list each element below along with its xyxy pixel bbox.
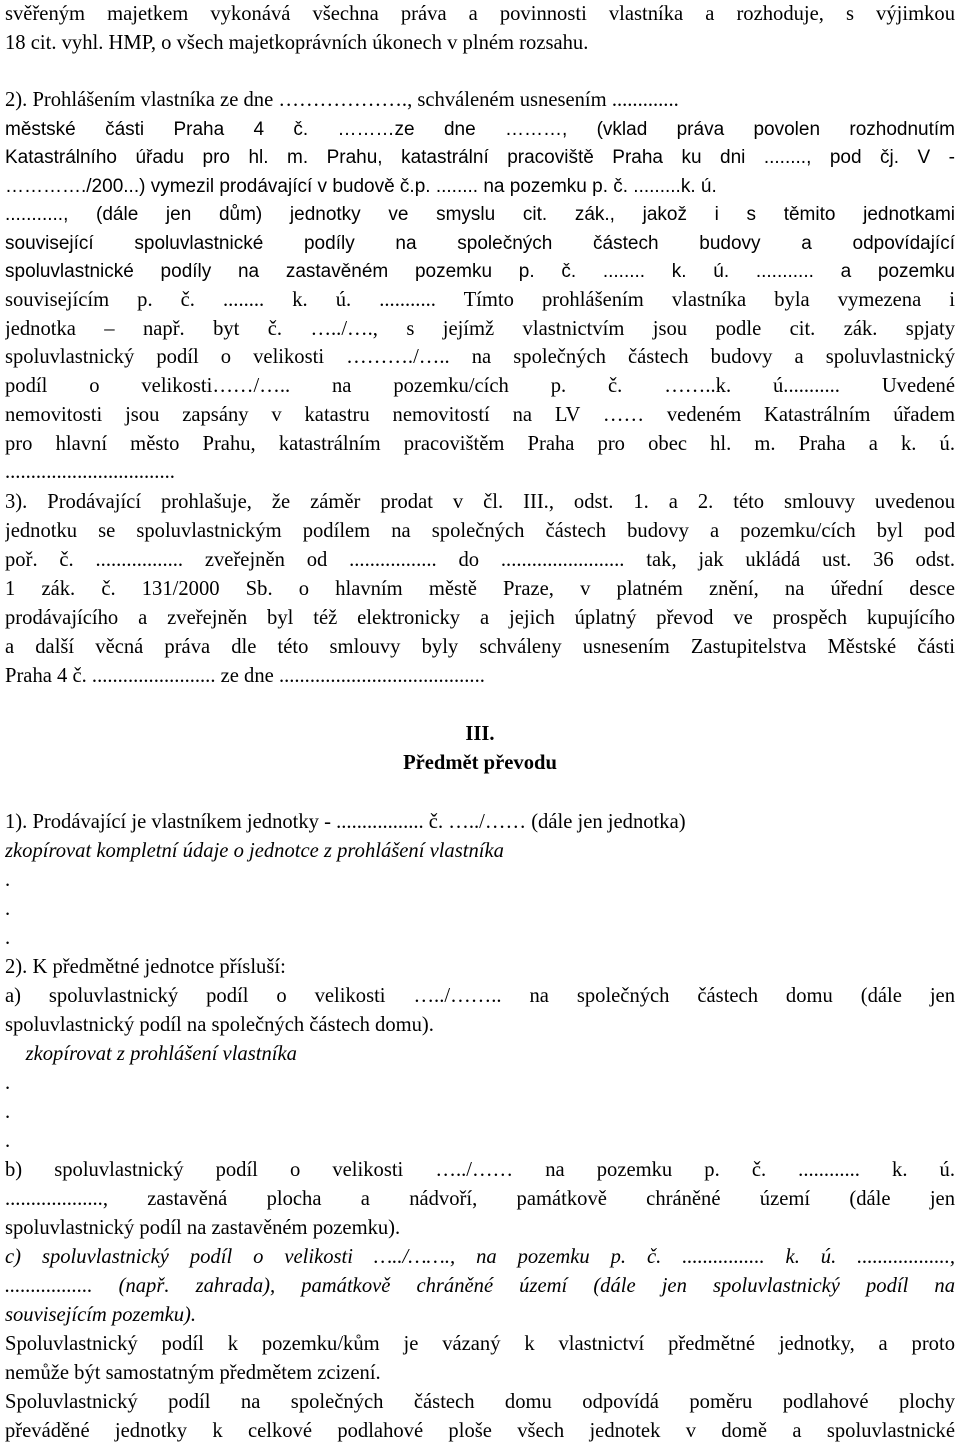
instruction-note: zkopírovat kompletní údaje o jednotce z prohlášení vlastníka <box>5 840 504 862</box>
text-line: jednotka – např. byt č. …../…., s jejímž vlastnictvím jsou podle cit. zák. spjaty <box>5 318 955 340</box>
text-line: spoluvlastnické podíly na zastavěném pozemku p. č. ........ k. ú. ........... a pozemku <box>5 261 955 282</box>
text-line: spoluvlastnický podíl na zastavěném pozemku). <box>5 1217 401 1239</box>
instruction-note: zkopírovat z prohlášení vlastníka <box>5 1043 297 1065</box>
text-line: ..........., (dále jen dům) jednotky ve smyslu cit. zák., jakož i s těmito jednotkami <box>5 204 955 225</box>
text-line: 1). Prodávající je vlastníkem jednotky - ................. č. …../…… (dále jen jednotka) <box>5 811 686 833</box>
text-line: městské části Praha 4 č. ………ze dne ………, (vklad práva povolen rozhodnutím <box>5 119 955 140</box>
text-line: podíl o velikosti……/….. na pozemku/cích p. č. ……..k. ú........... Uvedené <box>5 375 955 397</box>
text-line: nemůže být samostatným předmětem zcizení. <box>5 1362 381 1384</box>
text-line: 3). Prodávající prohlašuje, že záměr prodat v čl. III., odst. 1. a 2. této smlouvy uvedenou <box>5 491 955 513</box>
text-line: souvisejícím p. č. ........ k. ú. ........... Tímto prohlášením vlastníka byla vymezena i <box>5 289 955 311</box>
text-line: svěřeným majetkem vykonává všechna práva a povinnosti vlastníka a rozhoduje, s výjimkou <box>5 3 955 25</box>
text-line: Spoluvlastnický podíl na společných částech domu odpovídá poměru podlahové plochy <box>5 1391 955 1413</box>
text-line: ..................., zastavěná plocha a nádvoří, památkově chráněné území (dále jen <box>5 1188 955 1210</box>
text-line: převáděné jednotky k celkové podlahové ploše všech jednotek v domě a spoluvlastnické <box>5 1420 955 1442</box>
text-line: ................................. <box>5 461 175 483</box>
text-line: 18 cit. vyhl. HMP, o všech majetkoprávních úkonech v plném rozsahu. <box>5 32 589 54</box>
text-line: b) spoluvlastnický podíl o velikosti …../…… na pozemku p. č. ............ k. ú. <box>5 1159 955 1181</box>
placeholder-dot: . <box>5 898 11 920</box>
text-line: 2). Prohlášením vlastníka ze dne ………………., schváleném usnesením ............. <box>5 89 679 111</box>
text-line: Katastrálního úřadu pro hl. m. Prahu, katastrální pracoviště Praha ku dni ........, pod čj. V - <box>5 147 955 168</box>
text-line: ................. (např. zahrada), památkově chráněné území (dále jen spoluvlastnický podíl na <box>5 1275 955 1297</box>
text-line: nemovitosti jsou zapsány v katastru nemovitostí na LV …… vedeném Katastrálním úřadem <box>5 404 955 426</box>
text-line: prodávajícího a zveřejněn byl též elektronicky a jejich úplatný převod ve prospěch kupujícího <box>5 607 955 629</box>
text-line: a) spoluvlastnický podíl o velikosti …../…….. na společných částech domu (dále jen <box>5 985 955 1007</box>
text-line: Praha 4 č. ........................ ze dne ........................................ <box>5 665 485 687</box>
placeholder-dot: . <box>5 1072 11 1094</box>
text-line: …………./200...) vymezil prodávající v budově č.p. ........ na pozemku p. č. .........k. ú. <box>5 176 717 197</box>
article-heading: Předmět převodu <box>403 752 557 774</box>
text-line: souvisejícím pozemku). <box>5 1304 197 1326</box>
text-line: c) spoluvlastnický podíl o velikosti …../……., na pozemku p. č. ................ k. ú. .................., <box>5 1246 955 1268</box>
text-line: poř. č. ................. zveřejněn od ................. do ........................ tak, jak ukládá ust. 36 odst. <box>5 549 955 571</box>
placeholder-dot: . <box>5 869 11 891</box>
placeholder-dot: . <box>5 1130 11 1152</box>
text-line: související spoluvlastnické podíly na společných částech budovy a odpovídající <box>5 233 955 254</box>
article-number: III. <box>465 723 495 745</box>
text-line: jednotku se spoluvlastnickým podílem na společných částech budovy a pozemku/cích byl pod <box>5 520 955 542</box>
text-line: spoluvlastnický podíl na společných částech domu). <box>5 1014 434 1036</box>
text-line: Spoluvlastnický podíl k pozemku/kům je vázaný k vlastnictví předmětné jednotky, a proto <box>5 1333 955 1355</box>
text-line: spoluvlastnický podíl o velikosti ………./….. na společných částech budovy a spoluvlastnický <box>5 346 955 368</box>
text-line: 2). K předmětné jednotce přísluší: <box>5 956 286 978</box>
text-line: a další věcná práva dle této smlouvy byly schváleny usnesením Zastupitelstva Městské části <box>5 636 955 658</box>
text-line: pro hlavní město Prahu, katastrálním pracovištěm Praha pro obec hl. m. Praha a k. ú. <box>5 433 955 455</box>
placeholder-dot: . <box>5 1101 11 1123</box>
placeholder-dot: . <box>5 927 11 949</box>
text-line: 1 zák. č. 131/2000 Sb. o hlavním městě Praze, v platném znění, na úřední desce <box>5 578 955 600</box>
